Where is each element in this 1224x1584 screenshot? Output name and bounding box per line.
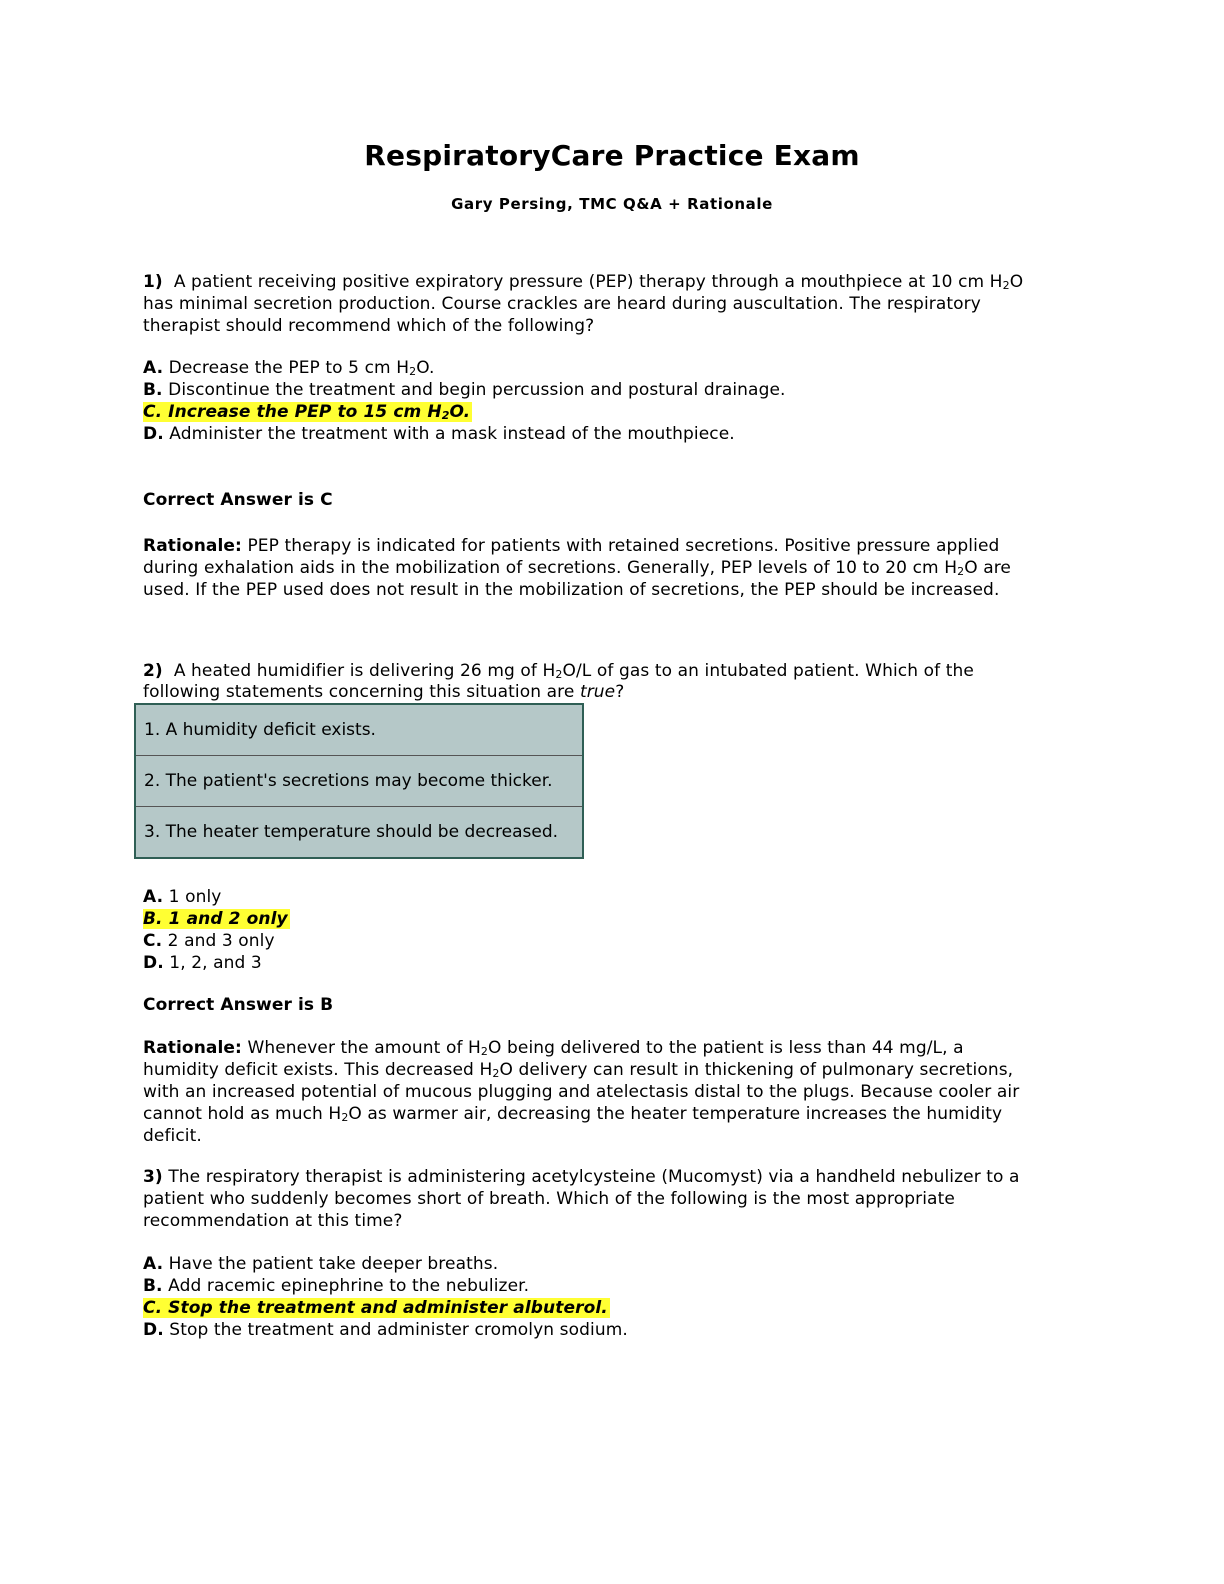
option-a: A. Decrease the PEP to 5 cm $H_2O$.	[143, 358, 435, 378]
highlighted-answer: B. 1 and 2 only	[143, 909, 288, 929]
question-1-options	[143, 357, 1083, 445]
statement-cell: 2. The patient's secretions may become thicker.	[135, 756, 583, 807]
highlighted-answer: C. Increase the PEP to 15 cm $H_2O$.	[143, 402, 471, 422]
statement-cell: 1. A humidity deficit exists.	[135, 704, 583, 756]
question-number: 3)	[143, 1167, 163, 1187]
question-number: 2)	[143, 661, 163, 681]
option-c: C. 2 and 3 only	[143, 931, 275, 951]
option-b-correct	[143, 908, 1083, 930]
option-d: D. Stop the treatment and administer cromolyn sodium.	[143, 1320, 628, 1340]
table-row	[135, 756, 583, 807]
question-1	[143, 271, 1083, 337]
correct-answer-1: Correct Answer is C	[143, 490, 333, 510]
option-d: D. Administer the treatment with a mask instead of the mouthpiece.	[143, 424, 735, 444]
option-b: B. Add racemic epinephrine to the nebulizer.	[143, 1276, 530, 1296]
question-2-options	[143, 886, 1083, 974]
option-b: B. Discontinue the treatment and begin percussion and postural drainage.	[143, 380, 786, 400]
option-a: A. Have the patient take deeper breaths.	[143, 1254, 499, 1274]
question-1-stem-line-2: has minimal secretion production. Course crackles are heard during auscultation. The respiratory	[143, 294, 981, 314]
question-1-stem-line-1: 1) A patient receiving positive expiratory pressure (PEP) therapy through a mouthpiece at 10 cm $H_2O$	[143, 272, 1024, 292]
option-a: A. 1 only	[143, 887, 222, 907]
question-2: 2) A heated humidifier is delivering 26 mg of $H_2O/L$ of gas to an intubated patient. Which of the following statements concerning this situation are true?	[143, 661, 974, 702]
statement-cell: 3. The heater temperature should be decreased.	[135, 807, 583, 859]
statements-table	[134, 703, 584, 859]
rationale-label: Rationale:	[143, 1038, 242, 1058]
question-3: 3) The respiratory therapist is administering acetylcysteine (Mucomyst) via a handheld nebulizer to a patient who suddenly becomes short of breath. Which of the following is the most appropriate recommendation at this time?	[143, 1167, 1020, 1231]
correct-answer-2: Correct Answer is B	[143, 995, 334, 1015]
highlighted-answer: C. Stop the treatment and administer albuterol.	[143, 1298, 608, 1318]
rationale-2: Rationale: Whenever the amount of $H_2O$ being delivered to the patient is less than 44 mg/L, a humidity deficit exists. This decreased $H_2O$ delivery can result in thickening of pulmonary secretions, with an increased potential of mucous plugging and atelectasis distal to the plugs. Because cooler air cannot hold as much $H_2O$ as warmer air, decreasing the heater temperature increases the humidity deficit.	[143, 1038, 1020, 1146]
table-row	[135, 704, 583, 756]
question-number: 1)	[143, 272, 163, 292]
page-title: RespiratoryCare Practice Exam	[364, 139, 860, 172]
option-c-correct	[143, 1297, 1083, 1319]
question-3-options	[143, 1253, 1083, 1341]
page-subtitle: Gary Persing, TMC Q&A + Rationale	[451, 195, 773, 213]
table-row	[135, 807, 583, 859]
rationale-label: Rationale:	[143, 536, 242, 556]
option-d: D. 1, 2, and 3	[143, 953, 262, 973]
option-c-correct	[143, 401, 1083, 423]
rationale-1: Rationale: PEP therapy is indicated for patients with retained secretions. Positive pressure applied during exhalation aids in the mobilization of secretions. Generally, PEP levels of 10 to 20 cm $H_2O$ are used. If the PEP used does not result in the mobilization of secretions, the PEP should be increased.	[143, 536, 1011, 600]
question-1-stem-line-3: therapist should recommend which of the following?	[143, 316, 595, 336]
